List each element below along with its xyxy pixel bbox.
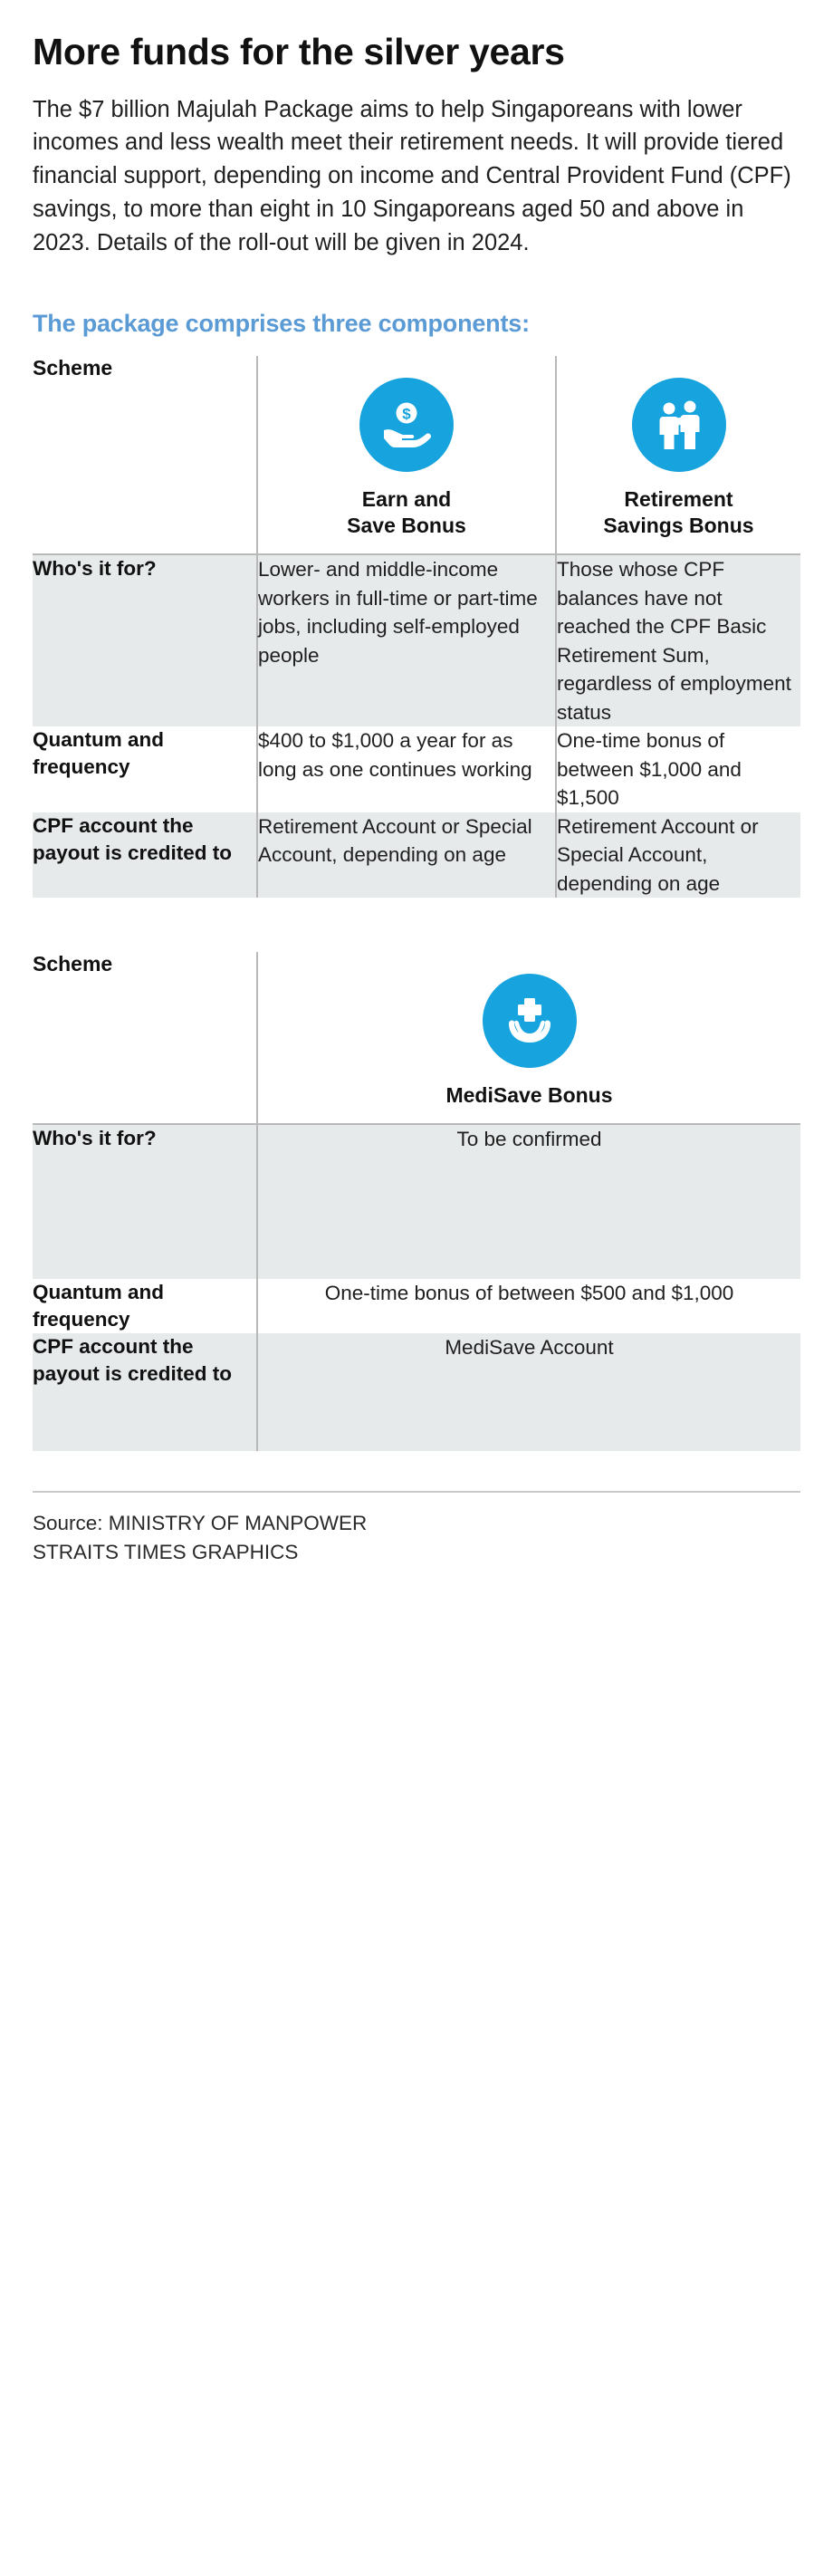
table-gap <box>33 898 800 952</box>
scheme-header-label: Scheme <box>33 356 113 380</box>
cell-quantum-retirement: One-time bonus of between $1,000 and $1,500 <box>556 726 800 812</box>
table-row <box>33 1124 800 1279</box>
row-label-cpf-account-2: CPF account the payout is credited to <box>33 1333 257 1451</box>
cell-quantum-earn-save: $400 to $1,000 a year for as long as one continues working <box>257 726 556 812</box>
column-title-line2: Save Bonus <box>347 514 466 538</box>
column-title-medisave-bonus: MediSave Bonus <box>445 1083 613 1108</box>
column-header-earn-save-bonus <box>257 356 556 554</box>
column-header-retirement-savings-bonus <box>556 356 800 554</box>
scheme-header-label-2: Scheme <box>33 952 113 976</box>
cell-whos-it-for-retirement: Those whose CPF balances have not reached the CPF Basic Retirement Sum, regardless of employment status <box>556 554 800 726</box>
column-title-retirement-savings-bonus <box>557 486 800 553</box>
column-title-line2: Savings Bonus <box>603 514 754 538</box>
hand-holding-coin-icon <box>258 356 555 472</box>
cell-quantum-medisave: One-time bonus of between $500 and $1,000 <box>257 1279 800 1333</box>
row-label-whos-it-for: Who's it for? <box>33 554 257 726</box>
cell-cpf-account-retirement: Retirement Account or Special Account, depending on age <box>556 812 800 899</box>
table-row <box>33 1279 800 1333</box>
footer-source <box>33 1491 800 1567</box>
cell-cpf-account-earn-save: Retirement Account or Special Account, depending on age <box>257 812 556 899</box>
row-label-cpf-account: CPF account the payout is credited to <box>33 812 257 899</box>
cell-whos-it-for-earn-save: Lower- and middle-income workers in full-time or part-time jobs, including self-employed people <box>257 554 556 726</box>
source-line: Source: MINISTRY OF MANPOWER <box>33 1512 368 1535</box>
components-table-1 <box>33 356 800 898</box>
page-title: More funds for the silver years <box>33 31 565 72</box>
column-title-line1: Earn and <box>361 487 452 512</box>
table-row <box>33 812 800 899</box>
column-title-earn-save-bonus <box>258 486 555 553</box>
table-header-row <box>33 952 800 1124</box>
table-row <box>33 726 800 812</box>
column-title-line1: Retirement <box>624 487 733 512</box>
table-row <box>33 554 800 726</box>
table-header-row <box>33 356 800 554</box>
components-table-2 <box>33 952 800 1451</box>
row-label-quantum-frequency-2: Quantum and frequency <box>33 1279 257 1333</box>
cell-cpf-account-medisave: MediSave Account <box>257 1333 800 1451</box>
medical-cross-hands-icon <box>258 952 800 1068</box>
table-row <box>33 1333 800 1451</box>
row-label-whos-it-for-2: Who's it for? <box>33 1124 257 1279</box>
section-title: The package comprises three components: <box>33 310 530 338</box>
column-header-medisave-bonus <box>257 952 800 1124</box>
elderly-couple-icon <box>557 356 800 472</box>
svg-text:$: $ <box>402 405 411 423</box>
row-label-quantum-frequency: Quantum and frequency <box>33 726 257 812</box>
credit-line: STRAITS TIMES GRAPHICS <box>33 1541 299 1564</box>
standfirst-text: The $7 billion Majulah Package aims to help Singaporeans with lower incomes and less wealth meet their retirement needs. It will provide tiered financial support, depending on income and Central Provident Fund (CPF) savings, to more than eight in 10 Singaporeans aged 50 and above in 2023. Details of the roll-out will be given in 2024. <box>33 96 791 255</box>
cell-whos-it-for-medisave: To be confirmed <box>257 1124 800 1279</box>
